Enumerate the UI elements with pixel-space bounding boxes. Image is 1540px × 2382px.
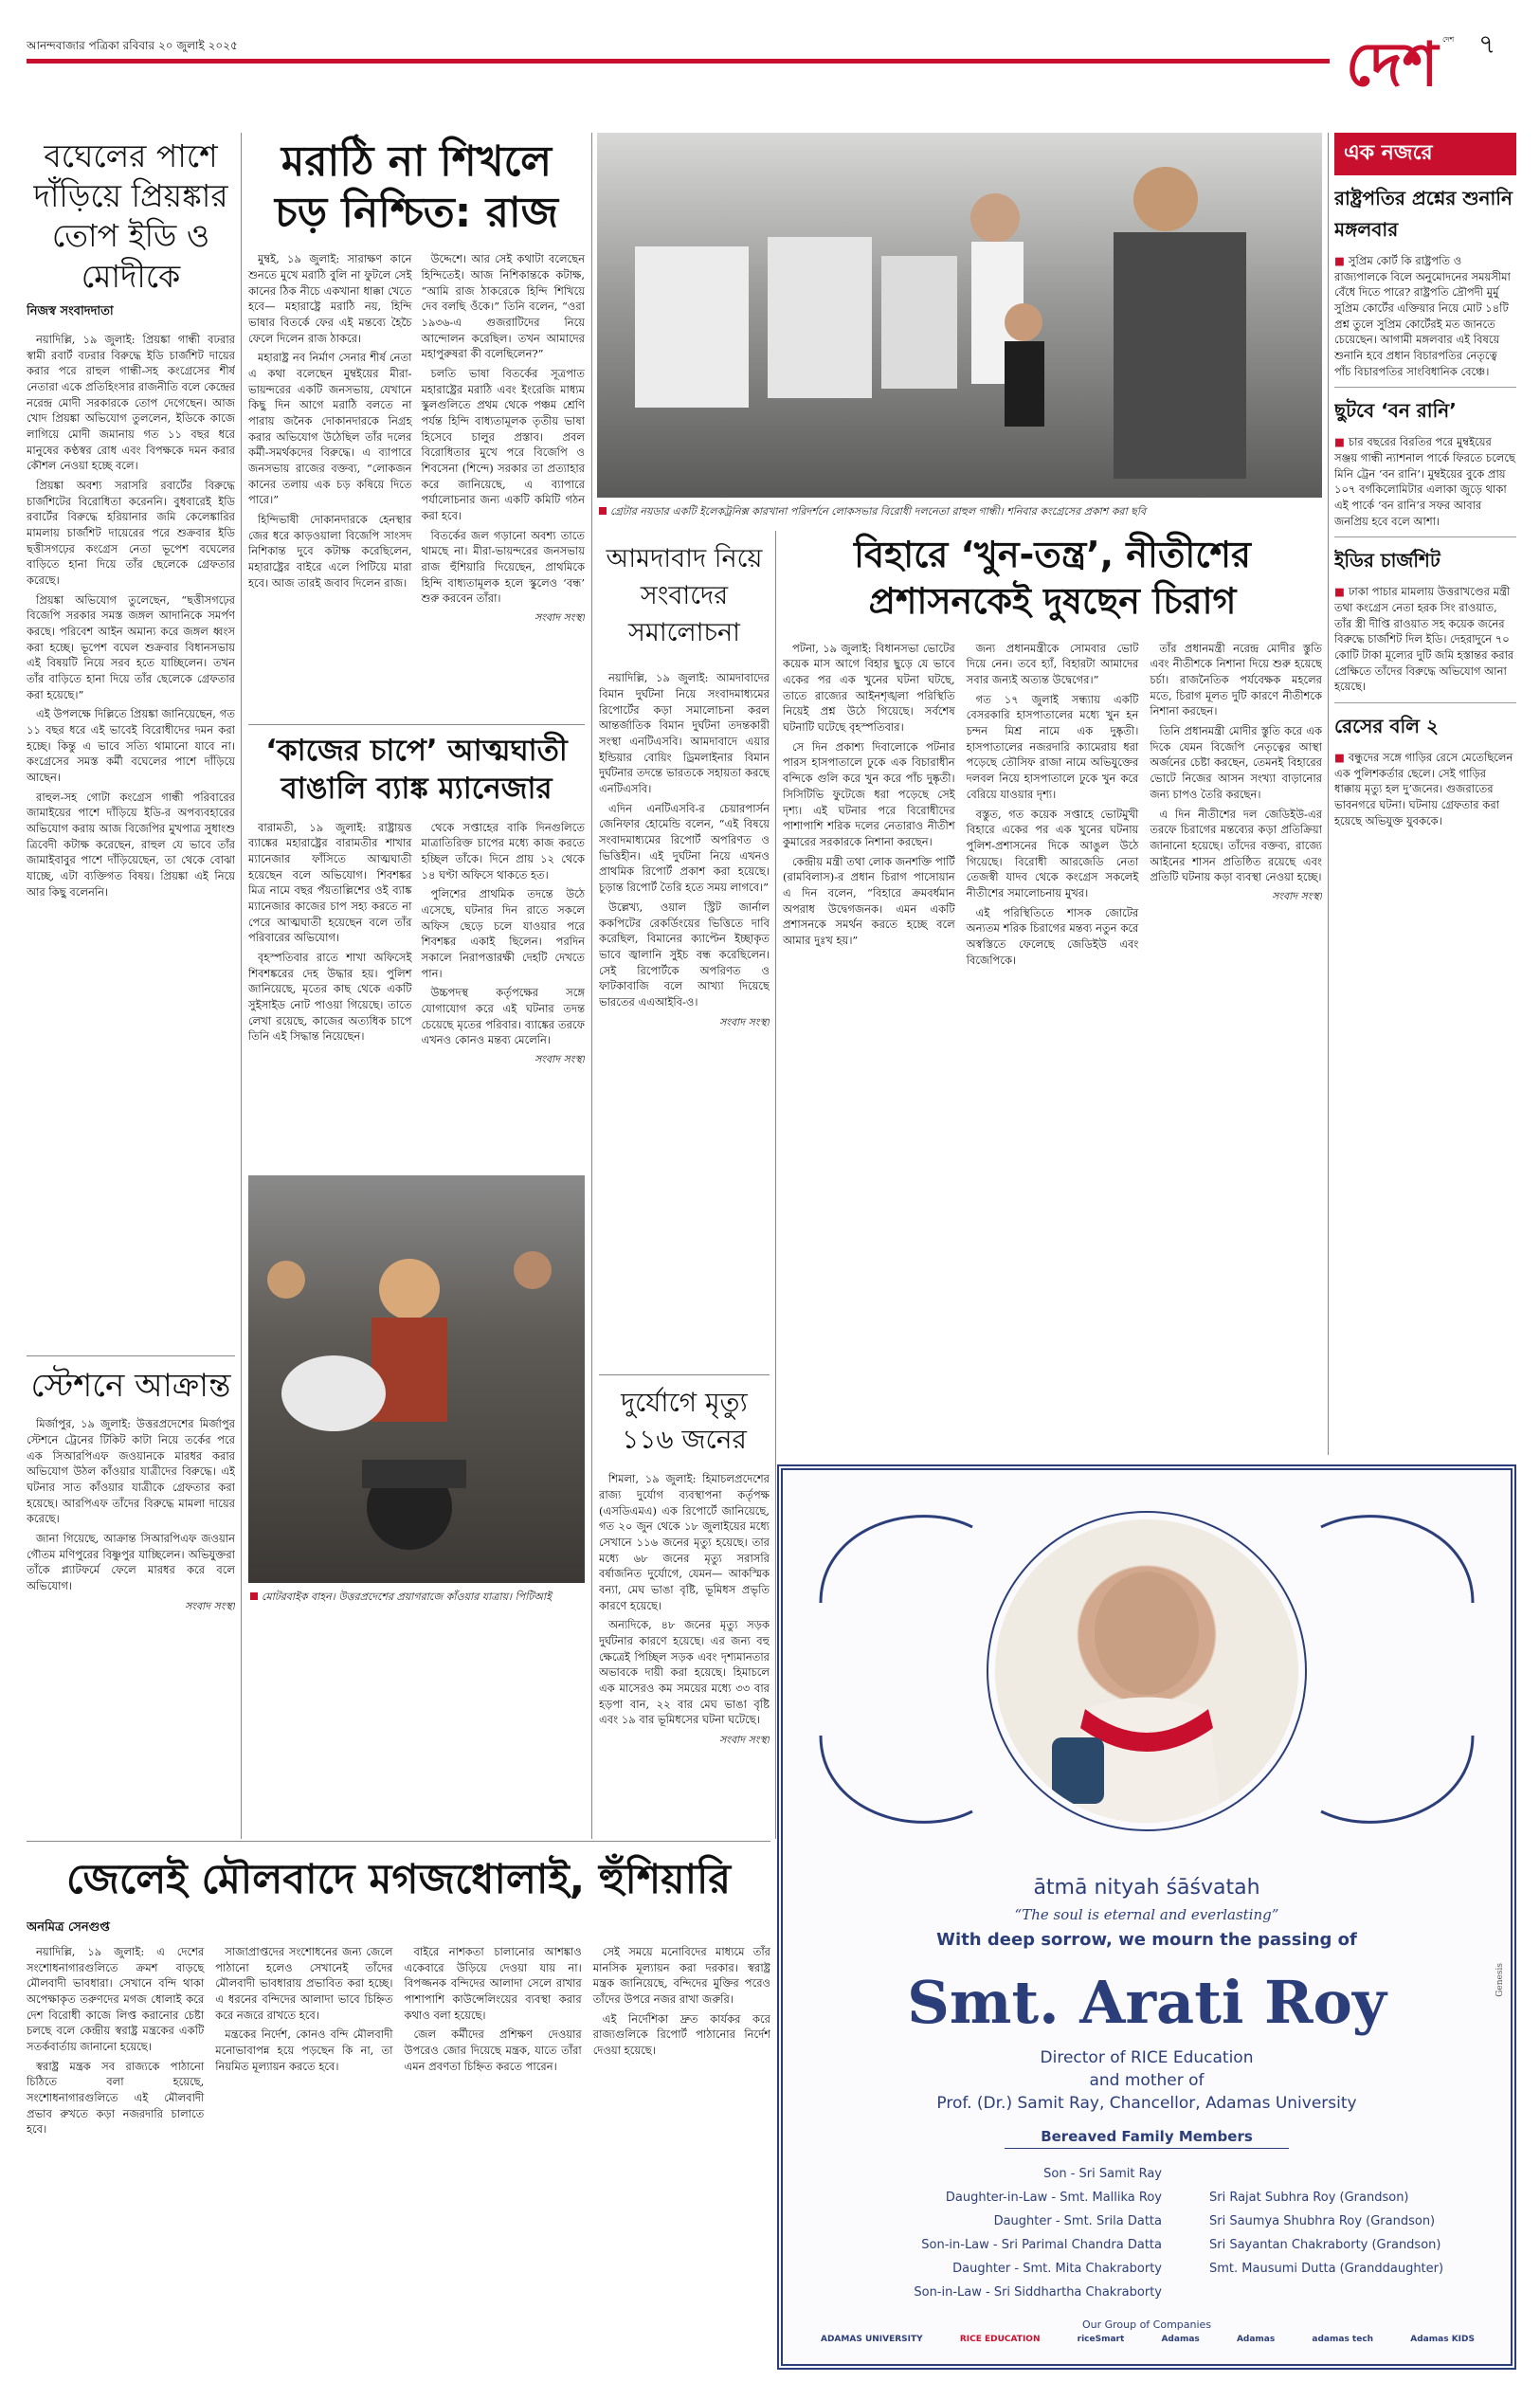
- story-body: [27, 1416, 235, 1593]
- sidebar-item-title: ছুটবে ‘বন রানি’: [1334, 399, 1457, 423]
- family-heading: Bereaved Family Members: [1005, 2128, 1289, 2149]
- bullet-icon: ■: [1334, 585, 1349, 599]
- column: [593, 1944, 770, 2141]
- bullet-icon: ■: [1334, 751, 1349, 765]
- paragraph: এ দিন নীতীশের দল জেডিইউ-এর তরফে চিরাগের মন্তব্যের কড়া প্রতিক্রিয়া জানানো হয়েছে। তাঁদের বক্তব্য, রাজ্যে আইনের শাসন প্রতিষ্ঠিত রয়েছে এবং প্রতিটি ঘটনায় কড়া ব্যবস্থা নেওয়া হচ্ছে।: [1150, 807, 1322, 884]
- credit: সংবাদ সংস্থা: [184, 1599, 235, 1612]
- family-member: Son-in-Law - Sri Parimal Chandra Datta: [921, 2238, 1162, 2252]
- sidebar-item-title: ইডির চার্জশিট: [1334, 549, 1440, 573]
- credit: সংবাদ সংস্থা: [534, 1053, 585, 1065]
- paragraph: নয়াদিল্লি, ১৯ জুলাই: প্রিয়ঙ্কা গান্ধী বঢরার স্বামী রবার্ট বঢরার বিরুদ্ধে ইডি চার্জশিট দায়ের করার পরে রাহুল গান্ধী-সহ কংগ্রেসের শীর্ষ নেতারা একে প্রতিহিংসার রাজনীতি বলে কেন্দ্রের নরেন্দ্র মোদী সরকারকে তোপ দেগেছেন। আজ খোদ প্রিয়ঙ্কা অভিযোগ তুললেন, ইডিকে কাজে লাগিয়ে মোদী জমানায় গত ১১ বছর ধরে মানুষের কণ্ঠস্বর রোধ এবং বিপক্ষকে দমন করার কৌশল নেওয়া হচ্ছে বলে।: [27, 332, 235, 473]
- headline: জেলেই মৌলবাদে মগজধোলাই, হুঁশিয়ারি: [66, 1856, 731, 1903]
- caption-text: গ্রেটার নয়ডার একটি ইলেকট্রনিক্স কারখানা পরিদর্শনে লোকসভার বিরোধী দলনেতা রাহুল গান্ধী। শনিবার কংগ্রেসের প্রকাশ করা ছবি: [610, 505, 1147, 518]
- sidebar-text: সুপ্রিম কোর্ট কি রাষ্ট্রপতি ও রাজ্যপালকে বিলে অনুমোদনের সময়সীমা বেঁধে দিতে পারে? রাষ্ট্রপতি দ্রৌপদী মুর্মু সুপ্রিম কোর্টের এক্তিয়ার নিয়ে মোট ১৪টি প্রশ্ন তুলে সুপ্রিম কোর্টেরই মত জানতে চেয়েছেন। আগামী মঙ্গলবার এই বিষয়ে শুনানি হবে প্রধান বিচারপতির নেতৃত্বে পাঁচ বিচারপতির সাংবিধানিক বেঞ্চে।: [1334, 254, 1511, 378]
- sidebar-item-title: রাষ্ট্রপতির প্রশ্নের শুনানি মঙ্গলবার: [1334, 187, 1513, 241]
- agency-mark: Genesis: [1495, 1963, 1505, 1997]
- story-moulvi: [27, 1848, 770, 2370]
- family-member: Sri Rajat Subhra Roy (Grandson): [1209, 2191, 1409, 2205]
- family-member: Son-in-Law - Sri Siddhartha Chakraborty: [914, 2285, 1162, 2300]
- sidebar-item-text: [1334, 750, 1516, 828]
- byline: নিজস্ব সংবাদদাতা: [27, 303, 114, 318]
- headline: দুর্যোগে মৃত্যু ১১৬ জনের: [621, 1387, 748, 1456]
- portrait-photo: [995, 1519, 1298, 1823]
- family-member: Sri Sayantan Chakraborty (Grandson): [1209, 2238, 1441, 2252]
- sidebar-item: [1334, 185, 1516, 388]
- paragraph: বৃহস্পতিবার রাতে শাখা অফিসেই শিবশঙ্করের দেহ উদ্ধার হয়। পুলিশ জানিয়েছে, মৃতের কাছ থেকে একটি সুইসাইড নোট পাওয়া গিয়েছে। তাতে লেখা রয়েছে, কাজের অত্যধিক চাপে তিনি এই সিদ্ধান্ত নিয়েছেন।: [248, 950, 412, 1044]
- column-rule: [1328, 133, 1329, 1455]
- story-body: [599, 670, 770, 1009]
- paragraph: কেন্দ্রীয় মন্ত্রী তথা লোক জনশক্তি পার্টি (রামবিলাস)-র প্রধান চিরাগ পাসোয়ান এ দিন বলেন, “বিহারে ক্রমবর্ধমান অপরাধ উদ্বেগজনক। এমন একটি প্রশাসনকে সমর্থন করতে হচ্ছে বলে আমার দুঃখ হয়।”: [783, 854, 955, 947]
- paragraph: উদ্দেশে। আর সেই কথাটা বলেছেন হিন্দিতেই। আজ নিশিকান্তকে কটাক্ষ, “আমি রাজ ঠাকরেকে হিন্দি শিখিয়ে দেব বলছি ওঁকে।” তিনি বলেন, “ওরা ১৯৩৬-এ গুজরাটিদের নিয়ে আন্দোলন করেছিল। তখন আমাদের মহাপুরুষরা কী বলেছিলেন?”: [421, 252, 585, 361]
- bullet-icon: ■: [1334, 254, 1349, 267]
- headline: বিহারে ‘খুন-তন্ত্র’, নীতীশের প্রশাসনকেই দুষছেন চিরাগ: [854, 534, 1251, 623]
- credit: সংবাদ সংস্থা: [718, 1015, 770, 1028]
- rahul-photo-illustration: [597, 133, 1322, 498]
- paragraph: মির্জাপুর, ১৯ জুলাই: উত্তরপ্রদেশের মির্জাপুর স্টেশনে ট্রেনের টিকিট কাটা নিয়ে তর্কের পরে এক সিআরপিএফ জওয়ানকে মারধর করার অভিযোগ উঠল কাঁওয়ার যাত্রীদের বিরুদ্ধে। এই ঘটনার সাত কাঁওয়ার যাত্রীকে গ্রেফতার করা হয়েছে। আরপিএফ তাঁদের বিরুদ্ধে মামলা দায়ের করেছে।: [27, 1417, 235, 1526]
- sidebar-item: [1334, 397, 1516, 537]
- story-station: [27, 1365, 235, 1829]
- family-member: Daughter - Smt. Mita Chakraborty: [952, 2262, 1162, 2276]
- column-rule: [775, 531, 776, 1839]
- kanwar-photo: [248, 1175, 585, 1583]
- paragraph: মহারাষ্ট্র নব নির্মাণ সেনার শীর্ষ নেতা এ কথা বলেছেন মুম্বইয়ের মীরা-ভায়ন্দরের একটি জনসভায়, যেখানে কিছু দিন আগে মরাঠি বলতে না পারায় জনৈক দোকানদারকে নিগ্রহ করার অভিযোগ উঠেছিল তাঁর দলের কর্মী-সমর্থকদের বিরুদ্ধে। এ ব্যাপারে জনসভায় রাজের বক্তব্য, “লোকজন কানের তলায় এক চড় কষিয়ে দিতে পারে।”: [248, 351, 412, 507]
- column: [422, 251, 586, 626]
- column: [1150, 641, 1322, 972]
- paragraph: গত ১৭ জুলাই সন্ধ্যায় একটি বেসরকারি হাসপাতালের মধ্যে খুন হন চন্দন মিশ্র নামে এক দুষ্কৃতী। হাসপাতালের নজরদারি ক্যামেরায় ধরা পড়েছে তৌসিফ রাজা নামে অভিযুক্তের দলবল নিয়ে হাসপাতালে ঢুকে খুন করে বেরিয়ে যাওয়ার দৃশ্য।: [966, 692, 1139, 801]
- sidebar-item-text: [1334, 584, 1516, 695]
- sidebar-item: [1334, 547, 1516, 703]
- headline: মরাঠি না শিখলে চড় নিশ্চিত: রাজ: [274, 137, 559, 237]
- paragraph: সে দিন প্রকাশ্য দিবালোকে পটনার পারস হাসপাতালে ঢুকে এক বিচারাধীন বন্দিকে গুলি করে খুন করে পাঁচ দুষ্কৃতী। সিসিটিভি ফুটেজে ধরা পড়েছে সেই দৃশ্য। এই ঘটনার পরে বিরোধীদের পাশাপাশি শরিক দলের নেতারাও নীতীশ কুমারের সরকারকে নিশানা করছেন।: [783, 739, 955, 848]
- story-monsoon: [599, 1384, 770, 1829]
- masthead-rule: [27, 59, 1330, 64]
- paragraph: নয়াদিল্লি, ১৯ জুলাই: এ দেশের সংশোধনাগারগুলিতে ক্রমশ বাড়ছে মৌলবাদী ভাবধারা। সেখানে বন্দি থাকা অপেক্ষাকৃত তরুণদের মগজ ধোলাই করে দেশ বিরোধী কাজে লিপ্ত করানোর চেষ্টা চলছে বলে কেন্দ্রীয় স্বরাষ্ট্র মন্ত্রকের একটি সতর্কবার্তায় জানানো হয়েছে।: [27, 1944, 205, 2053]
- paragraph: সাজাপ্রাপ্তদের সংশোধনের জন্য জেলে পাঠানো হলেও সেখানেই তাঁদের মৌলবাদী ভাবধারায় প্রভাবিত করা হচ্ছে। এ ধরনের বন্দিদের আলাদা ভাবে চিহ্নিত করে নজরে রাখতে হবে।: [215, 1944, 393, 2022]
- story-raj: [248, 133, 585, 720]
- paragraph: তিনি প্রধানমন্ত্রী মোদীর স্তুতি করে এক দিকে যেমন বিজেপি নেতৃত্বের আস্থা অর্জনের চেষ্টা করছেন, তেমনই বিহারের ভোটে নিজের আসন সংখ্যা বাড়ানোর জন্য চাপও তৈরি করছেন।: [1150, 724, 1322, 801]
- story-bank: [248, 730, 585, 1166]
- kanwar-photo-illustration: [248, 1175, 585, 1583]
- column-rule: [241, 133, 242, 1839]
- paragraph: বাইরে নাশকতা চালানোর আশঙ্কাও একেবারে উড়িয়ে দেওয়া যায় না। বিপজ্জনক বন্দিদের আলাদা সেলে রাখার পাশাপাশি কাউন্সেলিংয়ের ব্যবস্থা করার কথাও বলা হয়েছে।: [404, 1944, 582, 2022]
- sidebar-item: [1334, 713, 1516, 836]
- divider: [599, 1374, 770, 1375]
- paragraph: পটনা, ১৯ জুলাই: বিধানসভা ভোটের কয়েক মাস আগে বিহার ছুড়ে যে ভাবে একের পর এক খুনের ঘটনা ঘটছে, তাতে রাজ্যের আইনশৃঙ্খলা পরিস্থিতি নিয়েই প্রশ্ন উঠে গিয়েছে। সর্বশেষ ঘটনাটি ঘটেছে বৃহস্পতিবার।: [783, 641, 955, 735]
- paragraph: এই নির্দেশিকা দ্রুত কার্যকর করে রাজ্যগুলিকে রিপোর্ট পাঠানোর নির্দেশ দেওয়া হয়েছে।: [592, 2011, 770, 2057]
- paragraph: উচ্চপদস্থ কর্তৃপক্ষের সঙ্গে যোগাযোগ করে এই ঘটনার তদন্ত চেয়েছে মৃতের পরিবার। ব্যাঙ্কের তরফে এখনও কোনও মন্তব্য মেলেনি।: [421, 986, 585, 1047]
- story-bihar: [783, 526, 1322, 1460]
- company-logos: [821, 2335, 1475, 2344]
- paragraph: থেকে সপ্তাহের বাকি দিনগুলিতে মাত্রাতিরিক্ত চাপের মধ্যে কাজ করতে হচ্ছিল তাঁকে। দিনে প্রায় ১২ থেকে ১৪ ঘণ্টা অফিসে থাকতে হত।: [421, 820, 585, 882]
- paragraph: উল্লেখ্য, ওয়াল স্ট্রিট জার্নাল ককপিটের রেকর্ডিংয়ের ভিত্তিতে দাবি করেছিল, বিমানের ক্যাপ্টেন ইচ্ছাকৃত ভাবে জ্বালানি সুইচ বন্ধ করেছিলেন। সেই রিপোর্টকে অপরিণত ও ফাটকাবাজি বলে আখ্যা দিয়েছে ভারতের এএআইবি-ও।: [599, 900, 770, 1009]
- bullet-icon: ■: [1334, 435, 1349, 449]
- paragraph: প্রিয়ঙ্কা অভিযোগ তুলেছেন, “ছত্তীসগঢ়ের বিজেপি সরকার সমস্ত জঙ্গল আদানিকে সমর্পণ করছে। পরিবেশ আইন অমান্য করে জঙ্গল ধ্বংস করা হচ্ছে। ভূপেশ বঘেল শুক্রবার বিধানসভায় এই বিষয়টি নিয়ে সরব হতে যাচ্ছিলেন। তখন তাঁর বাড়িতে হানা দিয়ে তাঁর ছেলেকে গ্রেফতার করা হয়েছে।”: [27, 592, 235, 701]
- paragraph: এই উপলক্ষে দিল্লিতে প্রিয়ঙ্কা জানিয়েছেন, গত ১১ বছর ধরে এই ভাবেই বিরোধীদের দমন করা হচ্ছে। কিন্তু এ ভাবে সত্যি থামানো যাবে না। কংগ্রেসের সমস্ত কর্মী বঘেলের পাশে দাঁড়িয়ে আছেন।: [27, 707, 235, 785]
- masthead: [0, 0, 1540, 142]
- mourning-line: With deep sorrow, we mourn the passing of: [936, 1930, 1357, 1950]
- page-number: ৭: [1478, 28, 1496, 60]
- company-logo: ADAMAS UNIVERSITY: [821, 2335, 923, 2344]
- paragraph: এই পরিস্থিতিতে শাসক জোটের অন্যতম শরিক চিরাগের মন্তব্য নতুন করে অস্বস্তিতে ফেলেছে জেডিইউ এবং বিজেপিকে।: [966, 905, 1139, 967]
- paragraph: স্বরাষ্ট্র মন্ত্রক সব রাজ্যকে পাঠানো চিঠিতে বলা হয়েছে, সংশোধনাগারগুলিতে এই মৌলবাদী প্রভাব রুখতে কড়া নজরদারি চালাতে হবে।: [27, 2059, 205, 2137]
- paragraph: চলতি ভাষা বিতর্কের সূত্রপাত মহারাষ্ট্রের মরাঠি এবং ইংরেজি মাধ্যম স্কুলগুলিতে প্রথম থেকে পঞ্চম শ্রেণি পর্যন্ত হিন্দি বাধ্যতামূলক তৃতীয় ভাষা হিসেবে চালুর প্রস্তাব। প্রবল বিরোধিতার মুখে পরে বিজেপি ও শিবসেনা (শিন্দে) সরকার তা প্রত্যাহার করে জানিয়েছে, এ ব্যাপারে পর্যালোচনার জন্য একটি কমিটি গঠন করা হবে।: [421, 367, 585, 523]
- family-member: Son - Sri Samit Ray: [1043, 2167, 1162, 2181]
- paragraph: হিন্দিভাষী দোকানদারকে হেনস্থার জের ধরে কাড়ওয়ালা বিজেপি সাংসদ নিশিকান্ত দুবে কটাক্ষ করেছিলেন, মহারাষ্ট্রের বাইরে এলে পিটিয়ে মারা হবে। আজ তারই জবাব দিলেন রাজ।: [248, 513, 412, 590]
- portrait-illustration: [995, 1519, 1298, 1823]
- divider: [27, 1355, 235, 1356]
- family-member: Sri Saumya Shubhra Roy (Grandson): [1209, 2214, 1436, 2228]
- family-list-right: [1209, 2186, 1494, 2281]
- role-line: Director of RICE Education: [1040, 2048, 1254, 2067]
- paragraph: জেল কর্মীদের প্রশিক্ষণ দেওয়ার উপরেও জোর দিয়েছে মন্ত্রক, যাতে তাঁরা এমন প্রবণতা চিহ্নিত করতে পারেন।: [404, 2027, 582, 2073]
- paragraph: নয়াদিল্লি, ১৯ জুলাই: আমদাবাদের বিমান দুর্ঘটনা নিয়ে সংবাদমাধ্যমের রিপোর্টের কড়া সমালোচনা করল আন্তর্জাতিক বিমান দুর্ঘটনা তদন্তকারী সংস্থা এনটিএসবি। আমদাবাদে এয়ার ইন্ডিয়ার বোয়িং ড্রিমলাইনার বিমান দুর্ঘটনার তদন্তে ভারতকে সহায়তা করছে এনটিএসবি।: [599, 671, 770, 796]
- paragraph: তাঁর প্রধানমন্ত্রী নরেন্দ্র মোদীর স্তুতি এবং নীতীশকে নিশানা দিয়ে শুরু হয়েছে চর্চা। রাজনৈতিক পর্যবেক্ষক মহলের মতে, চিরাগ মূলত দুটি কারণে নীতীশকে নিশানা করছেন।: [1150, 641, 1322, 718]
- photo-caption: [597, 500, 1322, 520]
- companies-heading: Our Group of Companies: [1081, 2318, 1212, 2331]
- paragraph: এদিন এনটিএসবি-র চেয়ারপার্সন জেনিফার হোমেন্ডি বলেন, “এই বিষয়ে সংবাদমাধ্যমের রিপোর্ট অপরিণত ও ভিত্তিহীন। এই দুর্ঘটনা নিয়ে এখনও প্রাথমিক রিপোর্ট প্রকাশ করা হয়েছে। চূড়ান্ত রিপোর্ট তৈরি হতে সময় লাগবে।”: [599, 801, 770, 895]
- paragraph: জানা গিয়েছে, আক্রান্ত সিআরপিএফ জওয়ান গৌতম মণিপুরের বিষ্ণুপুর যাচ্ছিলেন। অভিযুক্তরা তাঁকে প্ল্যাটফর্মে ফেলে মারধর করে বলে অভিযোগ।: [27, 1531, 235, 1592]
- sidebar-text: চার বছরের বিরতির পরে মুম্বইয়ের সঞ্জয় গান্ধী ন্যাশনাল পার্কে ফিরতে চলেছে মিনি ট্রেন ‘বন রানি’। মুম্বইয়ের বুকে প্রায় ১০৭ বর্গকিলোমিটার এলাকা জুড়ে থাকা এই পার্কে ‘বন রানি’র সফর আবার জনপ্রিয় হবে বলে আশা।: [1334, 435, 1515, 528]
- company-logo: Adamas: [1161, 2335, 1200, 2344]
- credit: সংবাদ সংস্থা: [718, 1734, 770, 1747]
- column-rule: [591, 133, 592, 1839]
- company-logo: Adamas: [1236, 2335, 1276, 2344]
- role-line: Prof. (Dr.) Samit Ray, Chancellor, Adamas University: [936, 2094, 1357, 2113]
- obituary-advertisement: [777, 1464, 1516, 2370]
- family-list-left: [840, 2162, 1162, 2304]
- divider: [27, 1841, 770, 1842]
- caption-text: মোটরবাইক বাহন। উত্তরপ্রদেশের প্রয়াগরাজে কাঁওয়ার যাত্রায়। পিটিআই: [262, 1591, 552, 1603]
- column: [248, 251, 412, 626]
- caption-marker-icon: [599, 507, 607, 515]
- sidebar-item-text: [1334, 253, 1516, 379]
- sidebar-at-a-glance: [1334, 133, 1516, 1455]
- rahul-photo: [597, 133, 1322, 498]
- caption-marker-icon: [250, 1592, 258, 1600]
- column: [422, 820, 586, 1067]
- role-line: and mother of: [1089, 2071, 1205, 2090]
- headline: বঘেলের পাশে দাঁড়িয়ে প্রিয়ঙ্কার তোপ ইডি ও মোদীকে: [33, 137, 228, 295]
- deceased-name: Smt. Arati Roy: [907, 1968, 1386, 2037]
- sidebar-item-title: রেসের বলি ২: [1334, 715, 1440, 738]
- column: [783, 641, 955, 972]
- byline: অনমিত্র সেনগুপ্ত: [27, 1919, 110, 1935]
- headline: ‘কাজের চাপে’ আত্মঘাতী বাঙালি ব্যাঙ্ক ম্যানেজার: [265, 734, 568, 807]
- sidebar-item-text: [1334, 434, 1516, 529]
- sidebar-text: ঢাকা পাচার মামলায় উত্তরাখণ্ডের মন্ত্রী তথা কংগ্রেস নেতা হরক সিং রাওয়াত, তাঁর স্ত্রী দীপ্তি রাওয়াত সহ কয়েক জনের বিরুদ্ধে চার্জশিট দিল ইডি। দেহরাদুনে ৭০ কোটি টাকা মূল্যের দুটি জমি হস্তান্তর করার প্রেক্ষিতে তাঁদের বিরুদ্ধে অভিযোগ আনা হয়েছে।: [1334, 585, 1514, 694]
- paragraph: প্রিয়ঙ্কা অবশ্য সরাসরি রবার্টের বিরুদ্ধে চার্জশিটের বিরোধিতা করেননি। বুধবারেই ইডি রবার্টের বিরুদ্ধে হরিয়ানার জমি কেলেঙ্কারির মামলায় চার্জশিট দায়েরের পরে শুক্রবার ইডি ছত্তীসগঢ়ের কংগ্রেস নেতা ভূপেশ বঘেলের বাড়িতে হানা দিয়ে তাঁর ছেলেকে গ্রেফতার করেছে।: [27, 478, 235, 588]
- paragraph: মুম্বই, ১৯ জুলাই: সারাক্ষণ কানে শুনতে মুখে মরাঠি বুলি না ফুটলে সেই কানের ঠিক নীচে একখানা ধাক্কা খেতে হবে— মহারাষ্ট্রে মরাঠি নয়, হিন্দি ভাষার বিতর্কে ফের এই মন্তব্যে হৈচৈ ফেলে দিলেন রাজ ঠাকরে।: [248, 252, 412, 345]
- story-ahmedabad: [599, 531, 770, 1365]
- story-body: [27, 332, 235, 900]
- sidebar-text: বন্ধুদের সঙ্গে গাড়ির রেসে মেতেছিলেন এক পুলিশকর্তার ছেলে। সেই গাড়ির ধাক্কায় মৃত্যু হল দু’জনের। গুজরাতের ভাবনগরে ঘটনা। ঘটনায় গ্রেফতার করা হয়েছে অভিযুক্ত যুবককে।: [1334, 751, 1513, 827]
- story-body: [599, 1471, 770, 1728]
- section-name-logo: দেশ: [1346, 30, 1439, 100]
- paragraph: বারামতী, ১৯ জুলাই: রাষ্ট্রায়ত্ত ব্যাঙ্কের মহারাষ্ট্রের বারামতীর শাখার ম্যানেজার ফাঁসিতে আত্মঘাতী হয়েছেন বলে অভিযোগ। শিবশঙ্কর মিত্র নামে বছর পঁয়তাল্লিশের ওই ব্যাঙ্ক ম্যানেজার কাজের চাপ সহ্য করতে না পেরে আত্মঘাতী হয়েছেন বলে তাঁর পরিবারের অভিযোগ।: [248, 820, 412, 945]
- company-logo: RICE EDUCATION: [959, 2335, 1041, 2344]
- credit: সংবাদ সংস্থা: [534, 611, 585, 625]
- photo-caption: [248, 1585, 585, 1606]
- headline: আমদাবাদ নিয়ে সংবাদের সমালোচনা: [606, 544, 763, 648]
- company-logo: riceSmart: [1077, 2335, 1125, 2344]
- column: [215, 1944, 392, 2141]
- paragraph: মন্ত্রকের নির্দেশ, কোনও বন্দি মৌলবাদী মনোভাবাপন্ন হয়ে পড়ছেন কি না, তা নিয়মিত মূল্যায়ন করতে হবে।: [215, 2027, 393, 2073]
- shloka: ātmā nityah śāśvatah: [1033, 1876, 1260, 1900]
- section-label-small: দেশ: [1442, 35, 1455, 44]
- paragraph: শিমলা, ১৯ জুলাই: হিমাচলপ্রদেশের রাজ্য দুর্যোগ ব্যবস্থাপনা কর্তৃপক্ষ (এসডিএমএ) এক রিপোর্টে জানিয়েছে, গত ২০ জুন থেকে ১৮ জুলাইয়ের মধ্যে সেখানে ১১৬ জনের মৃত্যু হয়েছে। তার মধ্যে ৬৮ জনের মৃত্যু সরাসরি বর্ষাজনিত দুর্যোগে, যেমন— আকস্মিক বন্যা, মেঘ ভাঙা বৃষ্টি, ভূমিধস প্রভৃতি কারণে হয়েছে।: [599, 1472, 770, 1612]
- paragraph: বস্তুত, গত কয়েক সপ্তাহে ভোটমুখী বিহারে একের পর এক খুনের ঘটনায় পুলিশ-প্রশাসনের দিকে আঙুল উঠে গিয়েছে। বিরোধী আরজেডি নেতা তেজস্বী যাদব থেকে কংগ্রেস সকলেই নীতীশের সমালোচনায় মুখর।: [966, 807, 1139, 900]
- paragraph: জন্য প্রধানমন্ত্রীকে সোমবার ভোট দিয়ে নেন। তবে হ্যাঁ, বিহারটা আমাদের সবার জন্যই অত্যন্ত উদ্বেগের।”: [966, 641, 1139, 687]
- shloka-translation: “The soul is eternal and everlasting”: [1014, 1906, 1279, 1923]
- column: [27, 1944, 204, 2141]
- column: [248, 820, 412, 1067]
- credit: সংবাদ সংস্থা: [1271, 889, 1322, 902]
- sidebar-title: এক নজরে: [1334, 133, 1516, 175]
- story-priyanka: [27, 133, 235, 1351]
- paragraph: সেই সময়ে মনোবিদের মাধ্যমে তাঁর মানসিক মূল্যায়ন করা দরকার। স্বরাষ্ট্র মন্ত্রক জানিয়েছে, বন্দিদের মুক্তির পরেও তাঁদের উপরে নজর রাখা জরুরি।: [592, 1944, 770, 2006]
- company-logo: Adamas KIDS: [1410, 2335, 1475, 2344]
- paragraph: রাহুল-সহ গোটা কংগ্রেস গান্ধী পরিবারের জামাইয়ের পাশে দাঁড়িয়ে ইডি-র অপব্যবহারের অভিযোগ করায় আজ বিজেপির মুখপাত্র সুধাংশু ত্রিবেদী কটাক্ষ করেছেন, রাহুল যে ভাবে তাঁর জামাইবাবুর পাশে দাঁড়িয়েছেন, তা থেকে বোঝা যাচ্ছে, এটা ব্যক্তিগত বিষয়। প্রিয়ঙ্কা এই নিয়ে আর কিছু বলেননি।: [27, 790, 235, 899]
- publication-line: আনন্দবাজার পত্রিকা রবিবার ২০ জুলাই ২০২৫: [27, 39, 238, 52]
- paragraph: অন্যদিকে, ৪৮ জনের মৃত্যু সড়ক দুর্ঘটনার কারণে হয়েছে। এর জন্য বহু ক্ষেত্রেই পিচ্ছিল সড়ক এবং দৃশ্যমানতার অভাবকে দায়ী করা হয়েছে। হিমাচলে এক মাসেরও কম সময়ের মধ্যে ৩৩ বার হড়পা বান, ২২ বার মেঘ ভাঙা বৃষ্টি এবং ১৯ বার ভূমিধসের ঘটনা ঘটেছে।: [599, 1618, 770, 1727]
- divider: [248, 724, 585, 725]
- paragraph: বিতর্কের জল গড়ানো অবশ্য তাতে থামছে না। মীরা-ভায়ন্দরের জনসভায় রাজ হুঁশিয়ারি দিয়েছেন, প্রাথমিকে হিন্দি বাধ্যতামূলক হলে স্কুলেও ‘বন্ধ’ শুরু করবেন তাঁরা।: [421, 528, 585, 606]
- headline: স্টেশনে আক্রান্ত: [30, 1367, 231, 1405]
- family-member: Daughter-in-Law - Smt. Mallika Roy: [945, 2191, 1162, 2205]
- column: [405, 1944, 582, 2141]
- paragraph: পুলিশের প্রাথমিক তদন্তে উঠে এসেছে, ঘটনার দিন রাতে সকলে অফিস ছেড়ে চলে যাওয়ার পরে শিবশঙ্কর একাই ছিলেন। পরদিন সকালে নিরাপত্তারক্ষী দেহটি দেখতে পান।: [421, 887, 585, 980]
- family-member: Daughter - Smt. Srila Datta: [993, 2214, 1162, 2228]
- column: [967, 641, 1139, 972]
- company-logo: adamas tech: [1312, 2335, 1374, 2344]
- family-member: Smt. Mausumi Dutta (Granddaughter): [1209, 2262, 1444, 2276]
